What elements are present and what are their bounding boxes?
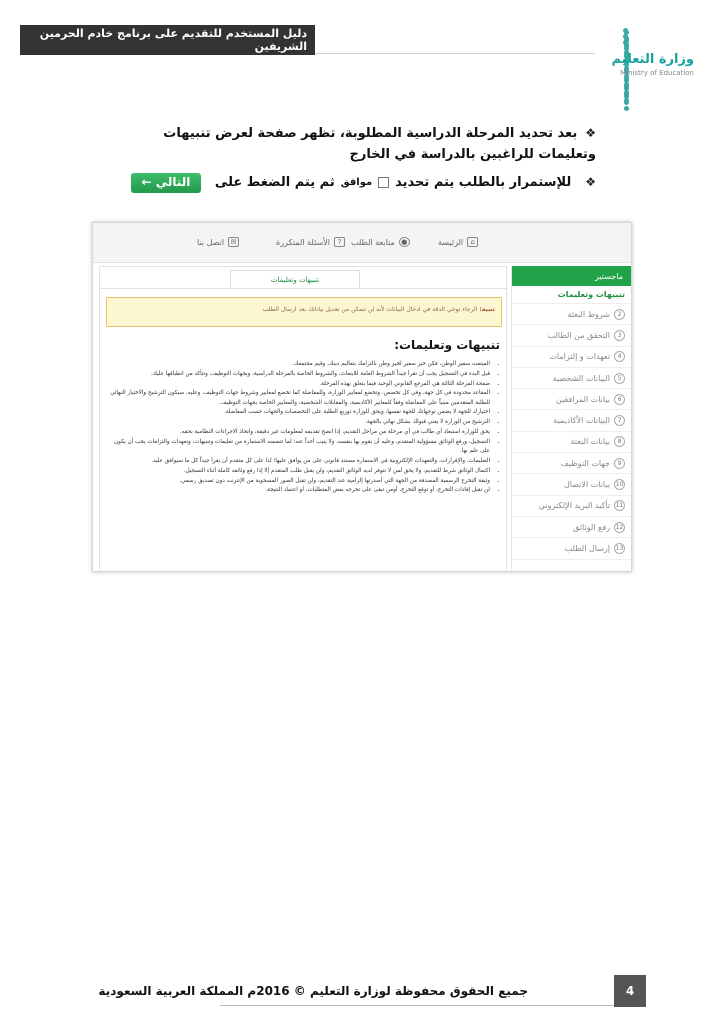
step-number: 7 (614, 415, 625, 426)
track-icon: ● (399, 237, 410, 247)
logo-arabic-text: وزارة التعليم (611, 52, 694, 67)
sidebar-item-label: تنبيهات وتعليمات (557, 290, 625, 299)
sidebar-heading: ماجستير (512, 266, 631, 286)
nav-contact-label: اتصل بنا (197, 237, 225, 247)
step-number: 9 (614, 458, 625, 469)
sidebar-item-label: التحقق من الطالب (547, 330, 610, 340)
nav-track-label: متابعة الطلب (351, 237, 395, 247)
notice-label: تنبيه: (479, 306, 495, 313)
warning-notice (106, 297, 502, 327)
nav-contact[interactable] (197, 231, 239, 253)
copyright-text: جميع الحقوق محفوظة لوزارة التعليم © 2016م المملكة العربية السعودية (98, 984, 528, 998)
sidebar-item[interactable] (512, 389, 631, 410)
header-divider (315, 53, 595, 54)
footer-divider (220, 1005, 614, 1006)
document-title: دليل المستخدم للتقديم على برنامج خادم الحرمين الشريفين (39, 27, 307, 53)
list-item: • الترشيح من الوزارة لا يعني قبولك بشكل نهائي بالجهة. (104, 418, 490, 427)
sidebar-item[interactable] (512, 453, 631, 474)
nav-track-request[interactable] (351, 231, 410, 253)
sidebar-item[interactable] (512, 325, 631, 346)
list-item: • لن تقبل إفادات التخرج، أو توقع التخرج، أومن تبقى على تخرجه بعض المتطلبات، أو اعتماد النتيجة. (104, 486, 490, 495)
step-number: 13 (615, 544, 624, 552)
instruction-2-text-after: ثم يتم الضغط على (214, 175, 335, 190)
sidebar-item-label: تأكيد البريد الإلكتروني (538, 501, 610, 511)
list-item: • وثيقة التخرج الرسمية المصدقة من الجهة التي أصدرتها إلزامية عند التقديم، ولن تقبل الصور المسحوبة من الإنترنت دون تصديق رسمي. (104, 477, 490, 486)
step-number: 8 (614, 436, 625, 447)
list-item: • اختيارك للجهة لا يضمن توجهاتك للجهة نفسها، ويحق للوزارة توزيع الطلبة على التخصصات والجهات حسب المفاضلة. (104, 408, 490, 417)
list-item: • يحق للوزارة استبعاد أي طالب في أي مرحلة من مراحل التقديم، إذا اتضح تقديمه لمعلومات غير دقيقة، واتخاذ الاجراءات النظامية بحقه. (104, 428, 490, 437)
instruction-2 (106, 172, 596, 193)
diamond-bullet-icon: ❖ (585, 175, 596, 189)
content-panel (99, 266, 507, 572)
sidebar-item-label: شروط البعثة (567, 309, 610, 319)
sidebar-item[interactable] (512, 432, 631, 453)
top-navigation (93, 223, 632, 263)
sidebar-item-label: تعهدات و إلتزامات (549, 352, 610, 362)
instruction-2-text-before: للإستمرار بالطلب يتم تحديد (395, 175, 572, 190)
notices-list (104, 360, 500, 496)
envelope-icon: ✉ (228, 237, 239, 247)
notice-text: الرجاء توخي الدقة في ادخال البيانات لأنه لن تتمكن من تعديل بياناتك بعد ارسال الطلب (262, 306, 478, 313)
step-number: 2 (614, 309, 625, 320)
list-item: • التعليمات، والإقرارات، والتعهدات الإلكترونية في الاستمارة مستند قانوني على من يوافق عليها؛ لذا على كل متقدم أن يقرأ جيداً كل ما سيوافق عليه. (104, 457, 490, 466)
sidebar-item-label: جهات التوظيف (560, 458, 610, 468)
sidebar-item[interactable] (512, 496, 631, 517)
sidebar-item-label: البيانات الشخصية (552, 373, 610, 383)
nav-faq-label: الأسئلة المتكررة (276, 237, 330, 247)
step-number: 3 (614, 330, 625, 341)
home-icon: ⌂ (467, 237, 478, 247)
faq-icon: ? (334, 237, 345, 247)
nav-faq[interactable] (276, 231, 345, 253)
document-header (20, 25, 315, 55)
ministry-logo (590, 25, 700, 80)
step-number: 5 (614, 373, 625, 384)
sidebar-item-label: إرسال الطلب (564, 543, 610, 553)
sidebar-item-label: رفع الوثائق (573, 522, 610, 532)
sidebar-item-notices[interactable] (512, 286, 631, 304)
agree-label: موافق (340, 177, 373, 188)
instruction-1-text: بعد تحديد المرحلة الدراسية المطلوبة، تظهر صفحة لعرض تنبيهات وتعليمات للراغبين بالدراسة في الخارج (163, 126, 596, 162)
list-item: • قبل البدء في التسجيل يجب أن تقرأ جيداً الشروط العامة للابتعاث، والشروط الخاصة بالمرحلة الدراسية، وبجهات التوظيف، وتتأكد من انطباقها عليك. (104, 370, 490, 379)
diamond-bullet-icon: ❖ (585, 126, 596, 140)
step-number: 4 (614, 351, 625, 362)
sidebar-item-label: بيانات البعثة (570, 437, 610, 447)
sidebar-item-label: البيانات الأكاديمية (553, 416, 610, 426)
page-number: 4 (614, 975, 646, 1007)
application-screenshot (92, 222, 632, 572)
notices-title: تنبيهات وتعليمات: (394, 338, 500, 352)
list-item: • التسجيل، ورفع الوثائق مسؤولية المتقدم، وعليه أن يقوم بها بنفسه، ولا ينيب أحداً عنه؛ لما تتضمنه الاستمارة من تعليمات وتنبيهات، وتعهدات والتزامات يجب أن يكون على علم بها. (104, 438, 490, 457)
sidebar-item-label: بيانات المرافقين (555, 394, 610, 404)
sidebar-item[interactable] (512, 538, 631, 559)
nav-home[interactable] (438, 231, 478, 253)
list-item: • صفحة المرحلة الثالثة هي المرجع القانوني الوحيد فيما يتعلق بهذه المرحلة. (104, 380, 490, 389)
next-button-image: التالي ← (131, 173, 201, 193)
step-number: 12 (615, 523, 624, 531)
steps-sidebar (511, 266, 631, 572)
logo-dots-icon (622, 27, 629, 46)
tab-divider (100, 288, 506, 289)
sidebar-item-label: بيانات الاتصال (563, 480, 610, 490)
list-item: • المقاعد محدودة في كل جهة، وفي كل تخصص، وتخضع لمعايير الوزارة، وللمفاضلة كما تخضع لمعايير وشروط جهات التوظيف، وعليه، سيكون الترشيح والاختيار النهائي للطلبة المتقدمين مبنياً على المفاضلة وفقاً للمعايير الأكاديمية، والمقابلات الشخصية، والمعايير الخاصة بجهات التوظيف. (104, 389, 490, 408)
list-item: • المبتعث سفير الوطن، فكن خير سفير لخير وطن بالتزامك بتعاليم دينك، وقيم مجتمعك. (104, 360, 490, 369)
list-item: • اكتمال الوثائق شرط للتقديم، ولا يحق لمن لا تتوفر لديه الوثائق التقديم، ولن يقبل طلب المتقدم إلا إذا رفع وثائقه كاملة أثناء التسجيل. (104, 467, 490, 476)
sidebar-item[interactable] (512, 347, 631, 368)
instruction-1 (106, 123, 596, 165)
sidebar-item[interactable] (512, 474, 631, 495)
nav-home-label: الرئيسة (438, 237, 464, 247)
sidebar-item[interactable] (512, 368, 631, 389)
step-number: 11 (615, 502, 624, 510)
sidebar-item[interactable] (512, 517, 631, 538)
step-number: 10 (615, 481, 624, 489)
logo-english-text: Ministry of Education (620, 69, 694, 77)
sidebar-item[interactable] (512, 410, 631, 431)
sidebar-item[interactable] (512, 304, 631, 325)
tab-notices[interactable]: تنبيهات وتعليمات (230, 270, 360, 288)
agree-checkbox (378, 177, 389, 188)
step-number: 6 (614, 394, 625, 405)
